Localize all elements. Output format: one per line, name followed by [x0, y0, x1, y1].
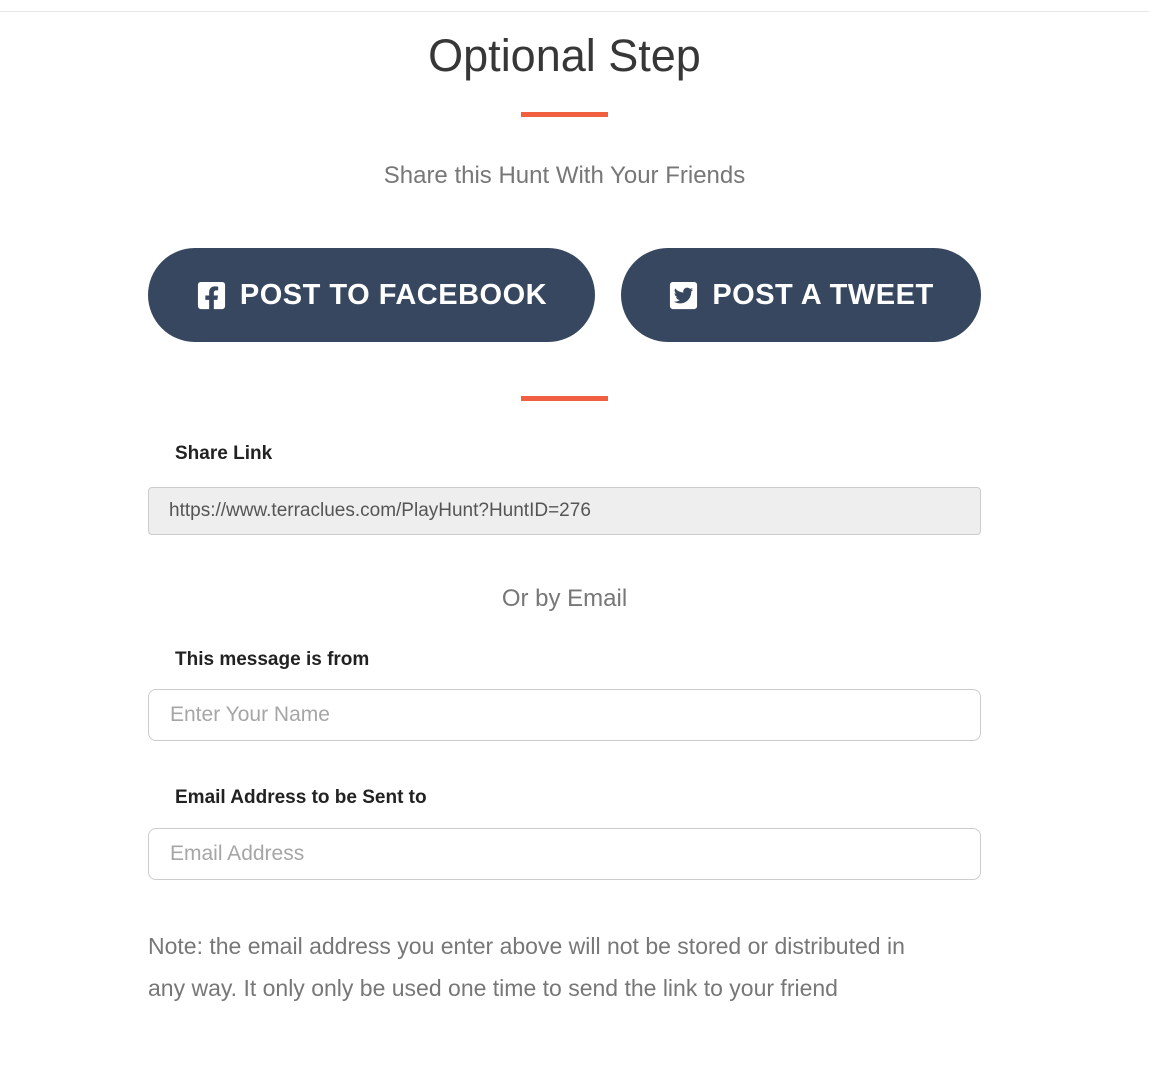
email-address-label: Email Address to be Sent to: [175, 787, 427, 808]
post-to-facebook-button[interactable]: [148, 248, 595, 342]
top-divider: [0, 0, 1149, 12]
privacy-note: Note: the email address you enter above will not be stored or distributed in any way. It only only be used one time to send the link to your friend: [148, 933, 905, 1001]
share-hunt-panel: [148, 26, 981, 1009]
share-link-input[interactable]: [148, 487, 981, 535]
post-a-tweet-button[interactable]: [621, 248, 981, 342]
twitter-icon: [668, 280, 699, 311]
share-subtitle: Share this Hunt With Your Friends: [383, 162, 746, 189]
post-a-tweet-label: POST A TWEET: [712, 278, 934, 311]
message-from-label: This message is from: [175, 649, 370, 670]
post-to-facebook-label: POST TO FACEBOOK: [239, 278, 548, 311]
or-by-email-heading: Or by Email: [501, 585, 628, 612]
social-buttons-row: [148, 248, 981, 342]
accent-divider: [521, 396, 608, 401]
page-title: Optional Step: [428, 30, 701, 81]
share-link-label: Share Link: [175, 443, 273, 464]
email-address-input[interactable]: [148, 828, 981, 880]
accent-divider: [521, 112, 608, 117]
facebook-icon: [196, 280, 227, 311]
sender-name-input[interactable]: [148, 689, 981, 741]
